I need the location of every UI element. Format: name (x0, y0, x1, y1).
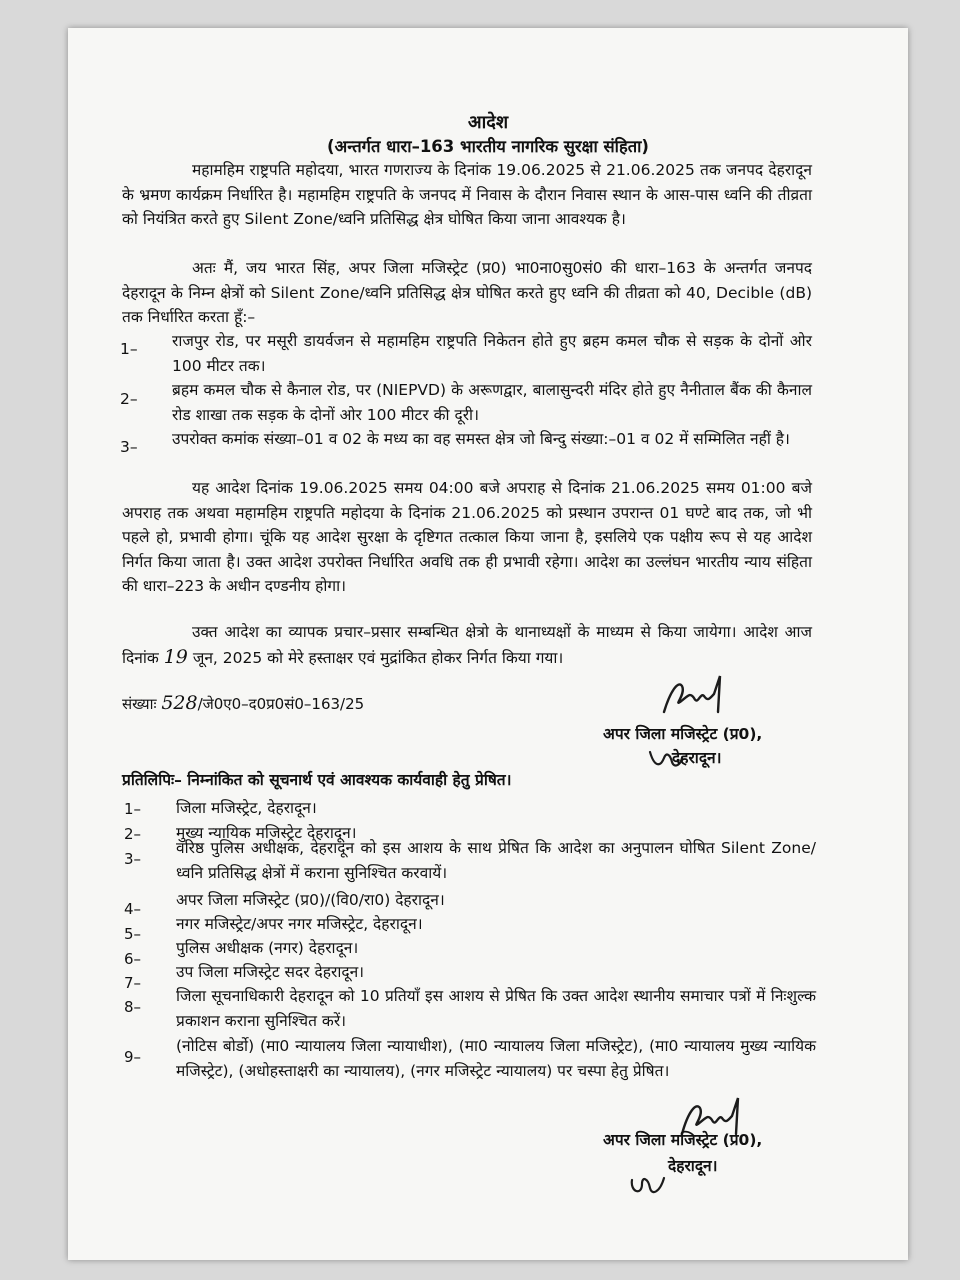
reference-suffix: /जे0ए0–द0प्र0सं0–163/25 (197, 695, 365, 713)
item-number: 1– (124, 800, 142, 818)
item-number: 5– (124, 925, 142, 943)
publicity-text-end: जून, 2025 को मेरे हस्ताक्षर एवं मुद्रांकित होकर निर्गत किया गया। (187, 648, 564, 667)
item-text: पुलिस अधीक्षक (नगर) देहरादून। (176, 939, 359, 957)
item-number: 2– (120, 390, 138, 408)
item-number: 4– (124, 900, 142, 918)
signature-1 (660, 672, 750, 718)
item-number: 2– (124, 825, 142, 843)
copy-heading: प्रतिलिपिः– निम्नांकित को सूचनार्थ एवं आवश्यक कार्यवाही हेतु प्रेषित। (122, 771, 512, 789)
order-document (68, 28, 908, 1260)
item-text: उपरोक्त कमांक संख्या–01 व 02 के मध्य का वह समस्त क्षेत्र जो बिन्दु संख्या:–01 व 02 में सम्मिलित नहीं है। (172, 430, 790, 448)
item-text: नगर मजिस्ट्रेट/अपर नगर मजिस्ट्रेट, देहरादून। (176, 915, 423, 933)
item-text: राजपुर रोड, पर मसूरी डायर्वजन से महामहिम राष्ट्रपति निकेतन होते हुए ब्रहम कमल चौक से सड़क के दोनों ओर 100 मीटर तक। (172, 332, 812, 375)
item-number: 3– (120, 438, 138, 456)
item-number: 9– (124, 1048, 142, 1066)
publicity-text-start: उक्त आदेश का व्यापक प्रचार–प्रसार सम्बन्धित क्षेत्रो के थानाध्यक्षों के माध्यम से किया जायेगा। आदेश आज दिनांक (122, 623, 812, 667)
item-number: 7– (124, 974, 142, 992)
item-text: ब्रहम कमल चौक से कैनाल रोड, पर (NIEPVD) के अरूणद्वार, बालासुन्दरी मंदिर होते हुए नैनीताल बैंक की कैनाल रोड शाखा तक सड़क के दोनों ओर 100 मीटर की दूरी। (172, 381, 812, 424)
item-text: अपर जिला मजिस्ट्रेट (प्र0)/(वि0/रा0) देहरादून। (176, 891, 445, 909)
reference-prefix: संख्याः (122, 695, 157, 713)
reference-number (122, 692, 364, 714)
item-number: 3– (124, 850, 142, 868)
handwritten-reference-number: 528 (161, 692, 198, 714)
publicity-paragraph (122, 620, 812, 670)
item-number: 1– (120, 340, 138, 358)
item-text: मुख्य न्यायिक मजिस्ट्रेट देहरादून। (176, 824, 357, 842)
document-subtitle: (अन्तर्गत धारा–163 भारतीय नागरिक सुरक्षा संहिता) (327, 137, 649, 156)
signatory-title-2: अपर जिला मजिस्ट्रेट (प्र0), (603, 1131, 763, 1149)
preamble-paragraph: महामहिम राष्ट्रपति महोदया, भारत गणराज्य के दिनांक 19.06.2025 से 21.06.2025 तक जनपद देहरादून के भ्रमण कार्यक्रम निर्धारित है। महामहिम राष्ट्रपति के जनपद में निवास के दौरान निवास स्थान के आस-पास ध्वनि की तीव्रता को नियंत्रित करते हुए Silent Zone/ध्वनि प्रतिसिद्ध क्षेत्र घोषित किया जाना आवश्यक है। (122, 161, 812, 228)
item-text: जिला मजिस्ट्रेट, देहरादून। (176, 799, 317, 817)
signatory-place: देहरादून। (672, 749, 722, 767)
item-number: 6– (124, 950, 142, 968)
signatory-title: अपर जिला मजिस्ट्रेट (प्र0), (603, 725, 763, 743)
item-text: (नोटिस बोर्डो) (मा0 न्यायालय जिला न्यायाधीश), (मा0 न्यायालय जिला मजिस्ट्रेट), (मा0 न्यायालय मुख्य न्यायिक मजिस्ट्रेट), (अधोहस्ताक्षरी का न्यायालय), (नगर मजिस्ट्रेट न्यायालय) पर चस्पा हेतु प्रेषित। (176, 1037, 816, 1080)
handwritten-day: 19 (163, 645, 188, 668)
initials-mark-2 (626, 1170, 674, 1200)
item-text: उप जिला मजिस्ट्रेट सदर देहरादून। (176, 963, 365, 981)
item-number: 8– (124, 998, 142, 1016)
signatory-place-2: देहरादून। (668, 1157, 718, 1175)
declaration-paragraph: अतः मैं, जय भारत सिंह, अपर जिला मजिस्ट्रेट (प्र0) भा0ना0सु0सं0 की धारा–163 के अन्तर्गत जनपद देहरादून के निम्न क्षेत्रों को Silent Zone/ध्वनि प्रतिसिद्ध क्षेत्र घोषित करते हुए ध्वनि की तीव्रता को 40, Decible (dB) तक निर्धारित करता हूँ:– (122, 259, 812, 326)
document-title: आदेश (467, 112, 509, 133)
item-text: जिला सूचनाधिकारी देहरादून को 10 प्रतियाँ इस आशय से प्रेषित कि उक्त आदेश स्थानीय समाचार पत्रों में निःशुल्क प्रकाशन कराना सुनिश्चित करें। (176, 987, 816, 1030)
item-text: वरिष्ठ पुलिस अधीक्षक, देहरादून को इस आशय के साथ प्रेषित कि आदेश का अनुपालन घोषित Silent Zone/ध्वनि प्रतिसिद्ध क्षेत्रों में कराना सुनिश्चित करवायें। (176, 839, 816, 882)
validity-paragraph: यह आदेश दिनांक 19.06.2025 समय 04:00 बजे अपराह से दिनांक 21.06.2025 समय 01:00 बजे अपराह तक अथवा महामहिम राष्ट्रपति महोदया के दिनांक 21.06.2025 को प्रस्थान उपरान्त 01 घण्टे बाद तक, जो भी पहले हो, प्रभावी होगा। चूंकि यह आदेश सुरक्षा के दृष्टिगत तत्काल किया जाना है, इसलिये एक पक्षीय रूप से यह आदेश निर्गत किया जाता है। उक्त आदेश उपरोक्त निर्धारित अवधि तक ही प्रभावी रहेगा। आदेश का उल्लंघन भारतीय न्याय संहिता की धारा–223 के अधीन दण्डनीय होगा। (122, 479, 812, 595)
